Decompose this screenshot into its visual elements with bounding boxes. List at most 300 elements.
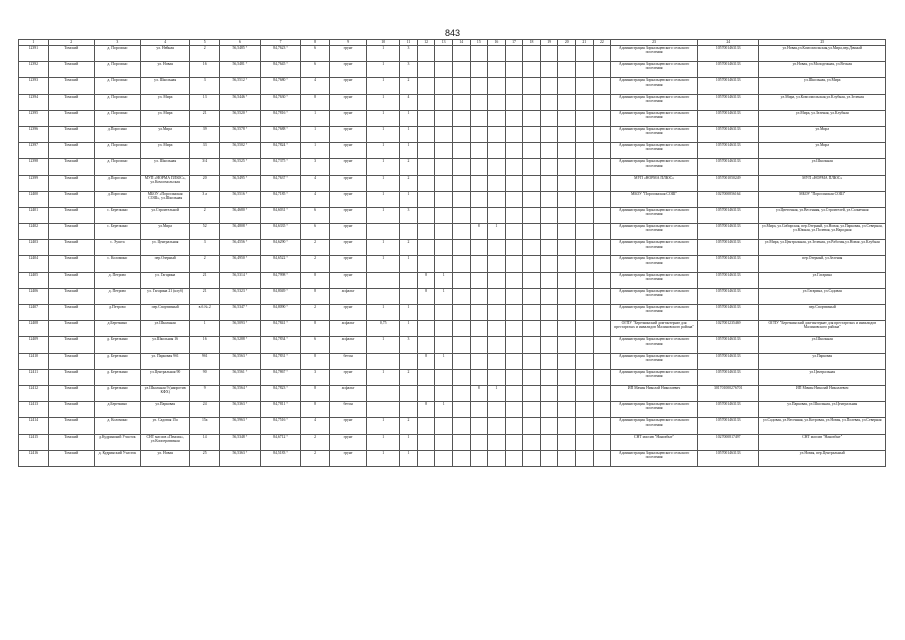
table-cell: грунт [329,94,366,110]
table-cell: 12393 [19,78,49,94]
table-cell [523,434,541,450]
table-cell [558,46,576,62]
table-cell [470,321,488,337]
column-number-cell: 12 [417,40,435,46]
table-cell [540,402,558,418]
table-cell: 8 [417,272,435,288]
table-cell: д. Петрово [94,272,140,288]
table-cell [435,240,453,256]
table-cell: 2 [400,240,418,256]
table-cell: ул. Мира [140,94,189,110]
table-cell [505,207,523,223]
table-row [19,337,886,353]
table-cell [523,272,541,288]
table-cell: ОГПУ "Березкинский дом-интернат для престарелых и инвалидов Малиновского района" [759,321,886,337]
table-cell [505,353,523,369]
table-cell: 56,5578 ° [220,126,261,142]
table-cell: д. Поросино [94,159,140,175]
table-cell [593,450,611,466]
table-cell: Администрация Зоркальцевского сельского поселения [611,369,698,385]
table-cell: с. Коломино [94,256,140,272]
table-cell [435,305,453,321]
table-cell [417,62,435,78]
column-number-cell: 5 [190,40,220,46]
table-cell: 12403 [19,240,49,256]
table-cell [576,353,594,369]
table-cell [470,418,488,434]
table-cell [452,434,470,450]
table-cell: ул.Гагарина, ул.Садовая [759,288,886,304]
table-cell [488,126,506,142]
table-cell: 84,7816 ° [260,110,301,126]
table-cell: 56,5520 ° [220,110,261,126]
table-cell: Администрация Зоркальцевского сельского поселения [611,46,698,62]
table-cell [435,94,453,110]
table-cell [540,159,558,175]
table-cell [470,353,488,369]
table-cell: 12400 [19,191,49,207]
table-cell: МБОУ "Поросинская СОШ" [759,191,886,207]
table-cell: 1 [301,110,330,126]
table-cell: 1 [435,353,453,369]
table-row [19,369,886,385]
table-cell: 1 [367,256,400,272]
table-cell: 2 [190,256,220,272]
table-cell: 1 [435,272,453,288]
table-cell: грунт [329,450,366,466]
table-cell: 84,7375 ° [260,159,301,175]
table-row [19,353,886,369]
table-cell [576,78,594,94]
column-number-cell: 13 [435,40,453,46]
table-cell: Томский [48,126,94,142]
table-cell [435,78,453,94]
table-cell: ул.Мира [140,224,189,240]
table-cell [505,369,523,385]
table-cell: Томский [48,402,94,418]
table-cell: 12396 [19,126,49,142]
table-cell: 8 [301,353,330,369]
table-cell [505,305,523,321]
table-cell: ОГПУ "Березкинский дом-интернат для престарелых и инвалидов Малиновского района" [611,321,698,337]
table-cell: в.б.№.2 [190,305,220,321]
table-cell [488,353,506,369]
table-cell [576,272,594,288]
table-cell [435,369,453,385]
table-row [19,207,886,223]
table-cell: 1 [367,62,400,78]
table-cell [540,224,558,240]
table-cell [523,46,541,62]
table-cell: 2 [400,418,418,434]
table-cell: 1057001463133 [697,94,759,110]
table-cell [558,159,576,175]
table-cell: 8 [301,402,330,418]
table-cell: 1057001463133 [697,78,759,94]
table-cell [505,224,523,240]
table-cell [540,191,558,207]
table-cell [523,337,541,353]
table-cell: 56,5288 ° [220,337,261,353]
table-cell [540,207,558,223]
table-cell: Томский [48,369,94,385]
table-cell [452,288,470,304]
table-cell [417,126,435,142]
table-cell: 15а [190,418,220,434]
table-cell: асфальт [329,321,366,337]
table-cell: 84,7824 ° [260,143,301,159]
table-cell [488,369,506,385]
table-cell: 1 [367,418,400,434]
table-cell: 56,4808 ° [220,224,261,240]
table-cell: 56,5963 ° [220,418,261,434]
table-cell [505,321,523,337]
table-cell: 1 [367,305,400,321]
table-cell [593,353,611,369]
table-cell [576,62,594,78]
table-cell: ул.Мира [759,126,886,142]
table-cell [505,385,523,401]
table-cell: 56,5512 ° [220,78,261,94]
table-cell [488,240,506,256]
table-cell [576,191,594,207]
table-cell [523,62,541,78]
column-number-cell: 7 [260,40,301,46]
table-cell [400,353,418,369]
table-cell [435,207,453,223]
table-row [19,143,886,159]
table-cell: 1 [400,450,418,466]
table-cell [470,305,488,321]
column-number-cell: 25 [759,40,886,46]
table-cell [417,175,435,191]
table-cell: грунт [329,272,366,288]
table-cell [452,385,470,401]
table-cell: Томский [48,94,94,110]
table-cell: Томский [48,450,94,466]
column-number-cell: 20 [558,40,576,46]
table-row [19,240,886,256]
table-cell: бетон [329,402,366,418]
column-number-cell: 11 [400,40,418,46]
table-cell: д. Березкино [94,337,140,353]
table-cell [558,305,576,321]
table-cell: ул. Парковая 9б1 [140,353,189,369]
table-cell [593,434,611,450]
table-cell [593,191,611,207]
table-cell: 21 [190,110,220,126]
table-cell: ул. Садовая 15а [140,418,189,434]
table-cell: 1057001463133 [697,159,759,175]
table-cell [558,94,576,110]
table-cell [593,288,611,304]
table-cell: 14 [190,434,220,450]
table-cell: 1 [367,191,400,207]
table-cell: Администрация Зоркальцевского сельского поселения [611,62,698,78]
table-cell [452,353,470,369]
table-cell: 1 [435,402,453,418]
table-cell: 12395 [19,110,49,126]
table-cell: бетон [329,353,366,369]
table-cell: 12408 [19,321,49,337]
table-cell: МУП «НОРМА ПЛЮС», ул.Комсомольская [140,175,189,191]
table-row [19,191,886,207]
table-cell [417,191,435,207]
table-cell: грунт [329,369,366,385]
table-cell [470,159,488,175]
table-cell [417,240,435,256]
table-cell [540,94,558,110]
table-cell [505,288,523,304]
table-cell [593,46,611,62]
table-cell: 2 [400,159,418,175]
table-cell: 20 [190,175,220,191]
table-cell: ул. Школьная [140,78,189,94]
table-cell [488,143,506,159]
table-cell: 1057001463133 [697,418,759,434]
table-cell: Администрация Зоркальцевского сельского поселения [611,143,698,159]
table-cell: 1 [367,207,400,223]
table-cell: 90 [190,369,220,385]
table-cell: грунт [329,240,366,256]
column-number-cell: 15 [470,40,488,46]
column-number-cell: 22 [593,40,611,46]
table-cell [417,385,435,401]
table-cell [540,337,558,353]
table-cell: 1 [400,191,418,207]
table-cell [417,369,435,385]
table-cell: 1 [367,94,400,110]
table-cell: Томский [48,159,94,175]
table-cell [523,288,541,304]
table-cell [470,369,488,385]
table-cell: 8 [301,288,330,304]
table-cell: ул.Центральная 90 [140,369,189,385]
table-cell: Томский [48,434,94,450]
table-cell: грунт [329,46,366,62]
table-cell: 2 [400,78,418,94]
table-cell [435,46,453,62]
table-cell [558,369,576,385]
table-cell: 56,4556 ° [220,240,261,256]
table-cell [488,288,506,304]
table-cell: ул.Новая,ул.Комсомольская,ул.Мира,пер.Дачный [759,46,886,62]
table-cell: 56,5485 ° [220,46,261,62]
table-row [19,450,886,466]
table-cell [505,175,523,191]
table-cell: пер.Спортивный [759,305,886,321]
table-cell: 4 [301,418,330,434]
table-cell: 84,7811 ° [260,402,301,418]
table-cell [367,353,400,369]
table-cell: Администрация Зоркальцевского сельского поселения [611,78,698,94]
table-cell: д. Коломино [94,418,140,434]
table-cell [452,369,470,385]
table-cell: 84,7645 ° [260,62,301,78]
table-cell [488,337,506,353]
table-cell: 1057001463133 [697,369,759,385]
table-cell [558,126,576,142]
table-cell [523,175,541,191]
table-cell [452,159,470,175]
table-cell: 8 [301,385,330,401]
table-cell: 1 [301,126,330,142]
table-cell [452,321,470,337]
table-cell: МУП «НОРМА ПЛЮС» [759,175,886,191]
table-cell [452,337,470,353]
table-cell [558,240,576,256]
table-cell [367,402,400,418]
table-cell: 84,7834 ° [260,337,301,353]
table-cell [523,385,541,401]
table-cell: 16 [190,337,220,353]
table-cell: Администрация Зоркальцевского сельского поселения [611,126,698,142]
table-cell [488,110,506,126]
table-cell: 84,8049 ° [260,288,301,304]
table-cell: СНТ массив "Нанохбыт" [611,434,698,450]
table-cell: 2 [301,240,330,256]
table-cell [417,94,435,110]
table-cell [576,434,594,450]
table-cell [558,207,576,223]
table-cell: Администрация Зоркальцевского сельского поселения [611,159,698,175]
table-cell [576,450,594,466]
table-cell: 1057001050249 [697,175,759,191]
table-cell: пер.Озерный, ул.Зеленая [759,256,886,272]
table-cell: 8 [301,321,330,337]
table-cell [488,450,506,466]
table-cell [523,256,541,272]
column-number-cell: 3 [94,40,140,46]
table-cell: 1057001463133 [697,143,759,159]
table-cell: 84,7680 ° [260,78,301,94]
table-cell: 1057001463133 [697,126,759,142]
table-cell: д.Петрово [94,305,140,321]
table-cell [367,385,400,401]
table-cell: 1027000817497 [697,434,759,450]
table-cell: Администрация Зоркальцевского сельского поселения [611,288,698,304]
table-cell [523,126,541,142]
table-cell [505,337,523,353]
table-row [19,402,886,418]
table-cell: ул. Школьная [140,159,189,175]
table-cell: 12392 [19,62,49,78]
table-cell [576,110,594,126]
column-number-cell: 21 [576,40,594,46]
table-cell: 56,4680 ° [220,207,261,223]
table-cell [452,94,470,110]
table-cell [576,402,594,418]
table-cell: 12405 [19,272,49,288]
table-cell: 2 [190,207,220,223]
table-cell: 2 [190,46,220,62]
table-cell: д. Поросино [94,46,140,62]
table-cell: грунт [329,126,366,142]
table-cell [558,175,576,191]
table-cell: ул.Мира, ул.Зеленая, ул.Клубная [759,110,886,126]
table-cell [505,402,523,418]
table-cell [488,402,506,418]
table-cell [435,159,453,175]
table-cell: Администрация Зоркальцевского сельского поселения [611,305,698,321]
table-cell [505,143,523,159]
table-cell: д. Березкино [94,369,140,385]
table-cell [505,191,523,207]
table-row [19,78,886,94]
table-row [19,175,886,191]
table-cell: 84,6031 ° [260,207,301,223]
table-cell [488,434,506,450]
table-cell: 1 [367,78,400,94]
column-number-cell: 19 [540,40,558,46]
table-cell: ул. Нейная [140,46,189,62]
table-cell [505,62,523,78]
table-cell [488,418,506,434]
table-cell: ул.Цветочная, ул.Весенняя, ул.Строителей, ул.Солнечная [759,207,886,223]
table-cell [593,62,611,78]
table-cell: грунт [329,305,366,321]
table-cell [470,191,488,207]
table-cell [523,450,541,466]
table-cell: 12410 [19,353,49,369]
table-cell: 56,5563 ° [220,353,261,369]
table-cell [593,272,611,288]
table-cell [505,78,523,94]
table-cell [523,321,541,337]
table-cell: 56,5093 ° [220,321,261,337]
table-cell: МУП «НОРМА ПЛЮС» [611,175,698,191]
column-number-cell: 17 [505,40,523,46]
table-cell: 84,5183 ° [260,450,301,466]
table-cell [558,385,576,401]
column-number-cell: 4 [140,40,189,46]
table-cell: 84,7637 ° [260,175,301,191]
table-cell [435,224,453,240]
table-cell: 84,6522 ° [260,256,301,272]
table-cell [435,385,453,401]
table-cell [576,369,594,385]
table-cell [417,321,435,337]
table-cell [593,159,611,175]
table-cell [558,78,576,94]
table-cell [488,94,506,110]
table-cell: асфальт [329,385,366,401]
table-cell [576,305,594,321]
table-cell [470,207,488,223]
table-cell: 84,7867 ° [260,369,301,385]
table-cell [452,191,470,207]
table-cell: МБОУ «Поросинская СОШ», ул.Школьная [140,191,189,207]
table-cell [593,305,611,321]
column-number-cell: 6 [220,40,261,46]
table-cell: 1 [435,288,453,304]
table-cell: д. Березкино [94,353,140,369]
table-cell: Томский [48,224,94,240]
column-number-cell: 10 [367,40,400,46]
table-cell [488,78,506,94]
table-cell: с. Эушта [94,240,140,256]
table-cell [452,256,470,272]
table-cell [540,78,558,94]
table-cell: 56,5481 ° [220,62,261,78]
table-cell: 56,5495 ° [220,175,261,191]
table-cell [417,450,435,466]
table-cell: 1057001463133 [697,207,759,223]
table-cell: 4 [301,191,330,207]
table-cell [576,224,594,240]
table-cell: Томский [48,272,94,288]
table-cell: 1 [488,224,506,240]
